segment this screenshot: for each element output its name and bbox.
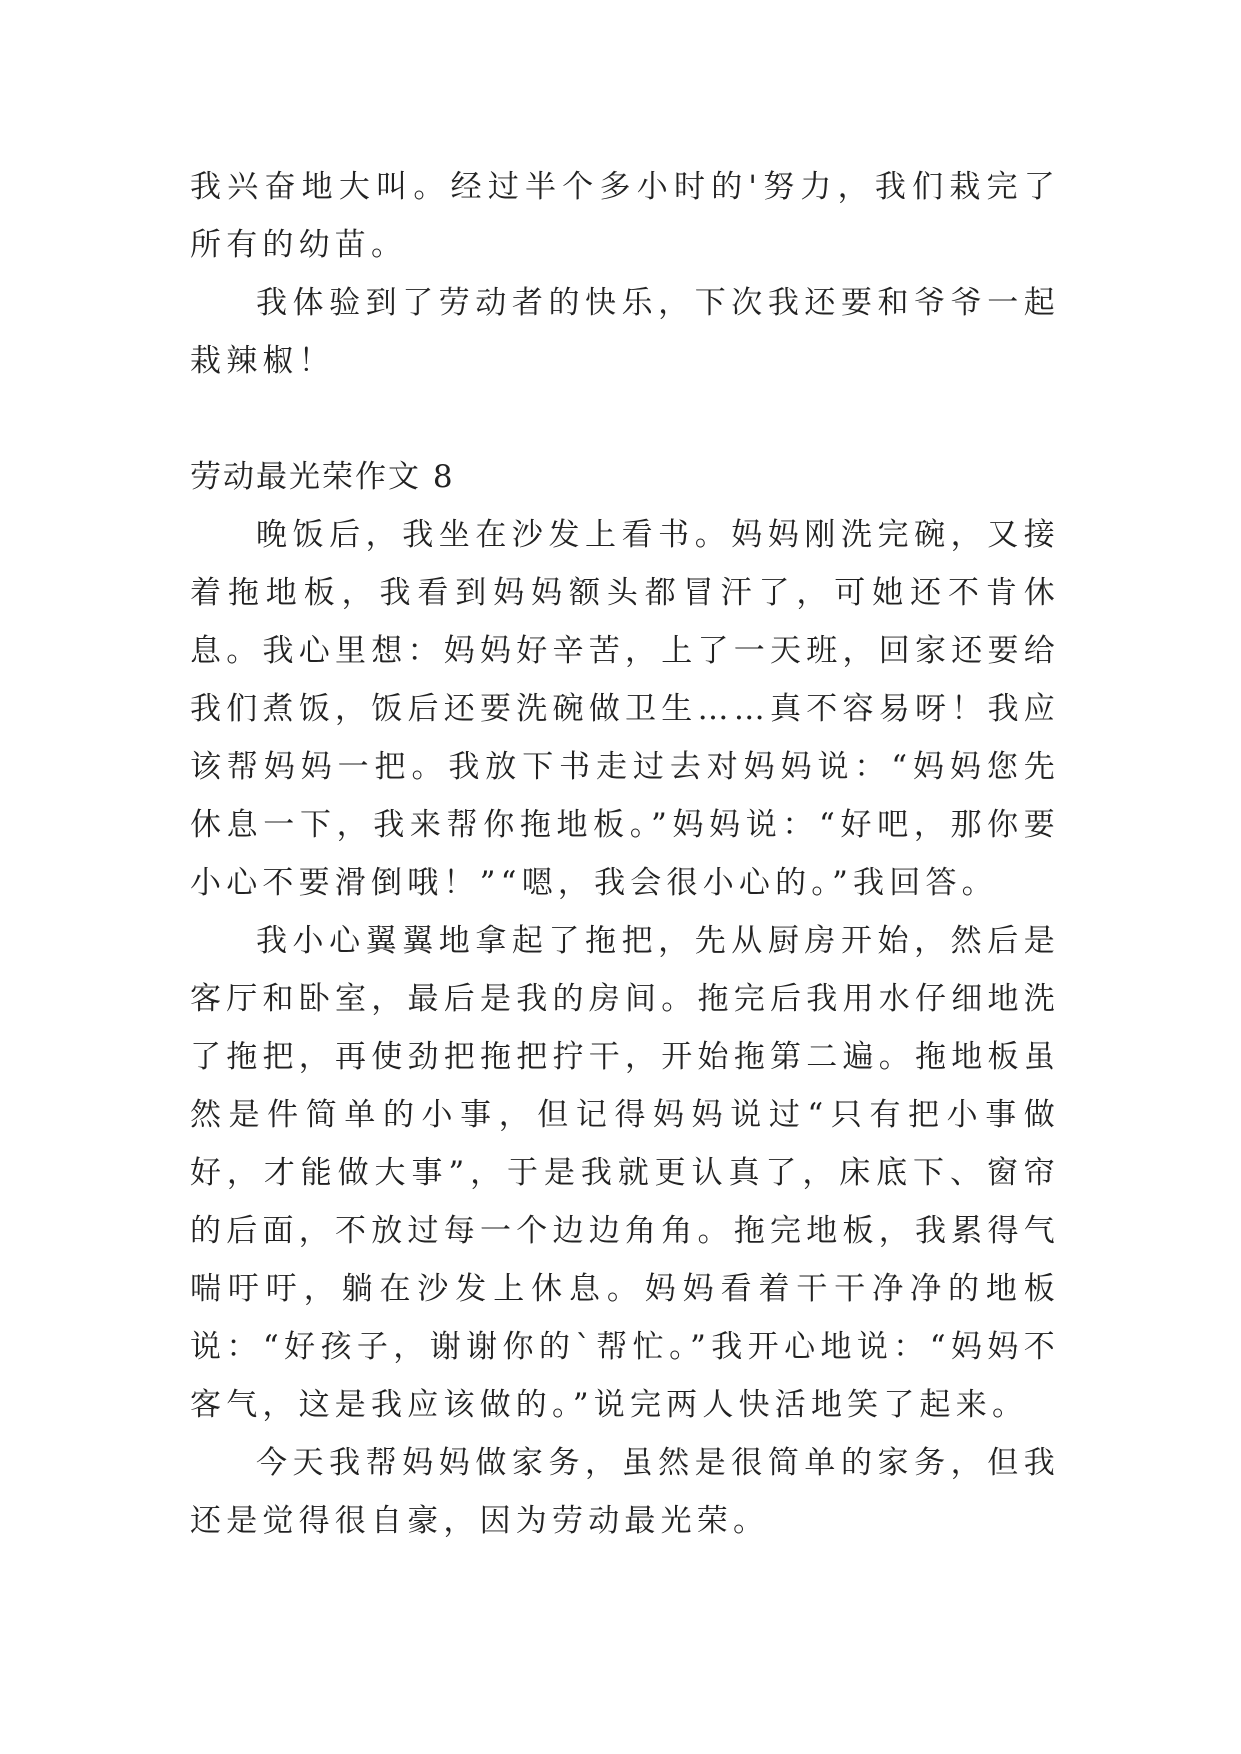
essay-heading: 劳动最光荣作文 8	[190, 459, 455, 495]
continuation-paragraph: 我兴奋地大叫。经过半个多小时的'努力，我们栽完了所有的幼苗。	[190, 169, 1060, 263]
essay-paragraph: 我小心翼翼地拿起了拖把，先从厨房开始，然后是客厅和卧室，最后是我的房间。拖完后我用水仔细地洗了拖把，再使劲把拖把拧干，开始拖第二遍。拖地板虽然是件简单的小事，但记得妈妈说过“只有把小事做好，才能做大事”，于是我就更认真了，床底下、窗帘的后面，不放过每一个边边角角。拖完地板，我累得气喘吁吁，躺在沙发上休息。妈妈看着干干净净的地板说：“好孩子，谢谢你的`帮忙。”我开心地说：“妈妈不客气，这是我应该做的。”说完两人快活地笑了起来。	[190, 923, 1060, 1423]
continuation-paragraph: 我体验到了劳动者的快乐，下次我还要和爷爷一起栽辣椒！	[190, 285, 1060, 379]
essay-paragraph: 晚饭后，我坐在沙发上看书。妈妈刚洗完碗，又接着拖地板，我看到妈妈额头都冒汗了，可她还不肯休息。我心里想：妈妈好辛苦，上了一天班，回家还要给我们煮饭，饭后还要洗碗做卫生……真不容易呀！我应该帮妈妈一把。我放下书走过去对妈妈说：“妈妈您先休息一下，我来帮你拖地板。”妈妈说：“好吧，那你要小心不要滑倒哦！”“嗯，我会很小心的。”我回答。	[190, 517, 1060, 901]
essay-paragraph: 今天我帮妈妈做家务，虽然是很简单的家务，但我还是觉得很自豪，因为劳动最光荣。	[190, 1445, 1060, 1539]
document-body	[190, 158, 1060, 1550]
